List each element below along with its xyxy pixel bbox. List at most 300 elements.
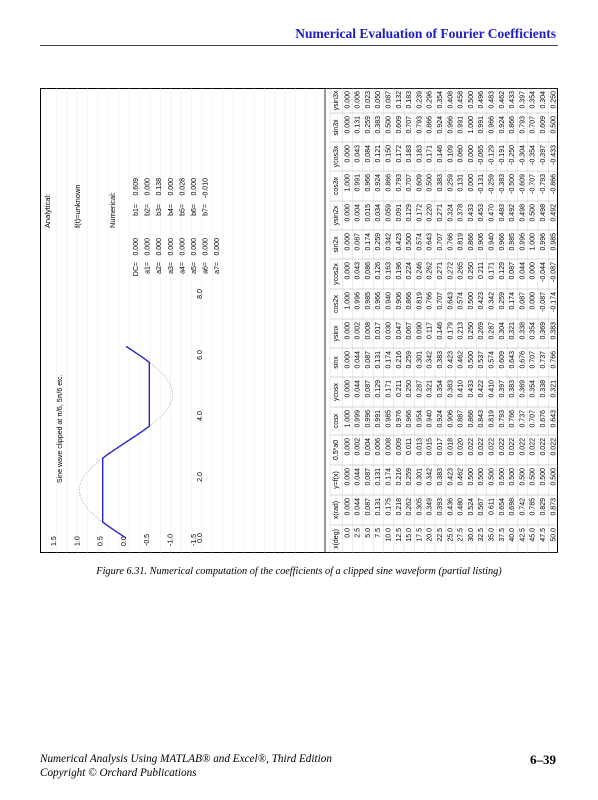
plot-x-tick: 8.0 <box>197 289 204 299</box>
table-cell: -0.044 <box>540 262 547 282</box>
table-cell: 0.087 <box>354 233 362 251</box>
footer-credits <box>40 752 332 780</box>
table-cell: 0.174 <box>385 351 393 369</box>
table-cell: 45.0 <box>529 528 537 542</box>
table-cell: 0.338 <box>519 322 527 340</box>
table-cell: 40.0 <box>509 528 517 542</box>
table-cell: 0.022 <box>540 438 547 456</box>
table-cell: 0.462 <box>457 468 465 486</box>
column-header: cos3x <box>333 176 340 196</box>
table-cell: 0.966 <box>488 116 496 134</box>
table-cell: 0.109 <box>447 145 455 163</box>
table-cell: 0.129 <box>498 262 506 280</box>
table-cell: 0.500 <box>529 468 537 486</box>
table-cell: 0.996 <box>364 410 372 428</box>
coef-value: 0.609 <box>133 178 140 196</box>
table-cell: 0.698 <box>509 498 517 516</box>
table-cell: 0.022 <box>509 438 517 456</box>
table-cell: 0.018 <box>447 438 455 456</box>
table-cell: 0.131 <box>457 174 465 192</box>
coef-label: b3= <box>156 204 164 216</box>
table-cell: 0.500 <box>488 468 496 486</box>
rotated-spreadsheet <box>40 88 558 553</box>
table-cell: 0.574 <box>457 292 465 310</box>
table-cell: 0.500 <box>550 468 558 486</box>
table-cell: -0.174 <box>550 292 558 312</box>
column-header: sin2x <box>333 236 340 253</box>
table-cell: 0.067 <box>406 322 414 340</box>
table-cell: 0.000 <box>344 116 352 134</box>
table-cell: 0.126 <box>375 262 383 280</box>
table-cell: 0.819 <box>416 292 424 310</box>
analytical-f-label: f(t)=unknown <box>73 184 82 228</box>
table-cell: 0.676 <box>519 351 527 369</box>
table-cell: 0.383 <box>447 380 455 398</box>
table-cell: 0.354 <box>437 380 444 398</box>
table-cell: 0.991 <box>375 410 383 428</box>
coef-value: 0.000 <box>156 238 164 256</box>
table-cell: 0.408 <box>447 91 455 109</box>
coef-value: 0.000 <box>167 178 175 196</box>
table-cell: 0.265 <box>457 262 465 280</box>
table-cell: 0.954 <box>416 410 424 428</box>
table-cell: 0.034 <box>375 204 383 222</box>
table-cell: 50.0 <box>550 528 558 542</box>
plot-y-tick: 1.0 <box>74 536 82 546</box>
table-cell: 0.574 <box>488 351 496 369</box>
table-cell: 0.906 <box>447 410 455 428</box>
table-cell: 0.131 <box>354 116 362 134</box>
table-cell: 25.0 <box>447 528 455 542</box>
column-header: cos2x <box>333 294 340 314</box>
table-cell: 1.000 <box>467 116 475 134</box>
table-cell: 0.002 <box>354 438 362 456</box>
table-cell: 0.321 <box>509 322 517 340</box>
table-cell: 0.976 <box>395 410 403 428</box>
table-cell: 0.183 <box>406 145 414 163</box>
coef-label: a5= <box>191 262 198 274</box>
coef-value: 0.000 <box>191 178 198 196</box>
table-cell: 0.985 <box>364 292 372 310</box>
table-cell: -0.259 <box>488 174 496 194</box>
table-cell: 0.643 <box>509 351 517 369</box>
coef-value: 0.000 <box>202 238 210 256</box>
coef-label: DC= <box>133 262 140 277</box>
coef-label: a7= <box>214 262 222 274</box>
table-cell: 0.171 <box>385 380 393 398</box>
table-cell: 0.887 <box>457 410 465 428</box>
table-cell: 0.271 <box>437 204 444 222</box>
table-cell: 0.000 <box>344 262 352 280</box>
table-cell: 0.423 <box>447 468 455 486</box>
column-header: ysin3x <box>333 90 340 111</box>
table-cell: 27.5 <box>457 528 465 542</box>
table-cell: 0.017 <box>375 322 383 340</box>
table-cell: 0.004 <box>364 438 372 456</box>
table-cell: 0.044 <box>354 351 362 369</box>
table-cell: 0.131 <box>375 498 383 516</box>
table-cell: 0.000 <box>344 204 352 222</box>
table-cell: 0.000 <box>344 380 352 398</box>
table-cell: 0.301 <box>416 351 424 369</box>
table-cell: 0.793 <box>519 116 527 134</box>
table-cell: 0.006 <box>375 438 383 456</box>
table-cell: 0.829 <box>540 498 547 516</box>
table-cell: 0.609 <box>498 351 506 369</box>
table-cell: 0.174 <box>509 292 517 310</box>
table-cell: 47.5 <box>540 528 547 542</box>
table-cell: 0.397 <box>498 380 506 398</box>
table-cell: 0.172 <box>416 204 424 222</box>
table-cell: 0.676 <box>540 410 547 428</box>
table-cell: -0.500 <box>509 174 517 194</box>
table-cell: 0.342 <box>426 468 434 486</box>
table-cell: 0.304 <box>498 322 506 340</box>
table-cell: -0.129 <box>488 145 496 165</box>
table-cell: -0.383 <box>498 174 506 194</box>
table-cell: 0.000 <box>344 438 352 456</box>
coef-label: a1= <box>144 262 152 274</box>
table-cell: 0.500 <box>529 204 537 222</box>
table-cell: 0.342 <box>385 233 393 251</box>
table-cell: -0.866 <box>550 174 558 194</box>
table-cell: 0.183 <box>406 91 414 109</box>
table-cell: 0.378 <box>457 204 465 222</box>
table-cell: 0.383 <box>375 116 383 134</box>
table-cell: 0.000 <box>344 145 352 163</box>
table-cell: 0.196 <box>395 262 403 280</box>
coef-label: a4= <box>179 262 187 274</box>
table-cell: 0.250 <box>467 262 475 280</box>
table-cell: 0.259 <box>447 174 455 192</box>
table-cell: 0.737 <box>540 351 547 369</box>
table-cell: 0.338 <box>540 380 547 398</box>
column-header: x(deg) <box>333 529 340 549</box>
table-cell: 1.000 <box>344 410 352 428</box>
table-cell: 0.084 <box>364 145 372 163</box>
table-cell: 0.643 <box>447 292 455 310</box>
table-cell: 0.436 <box>447 498 455 516</box>
table-cell: 0.433 <box>467 380 475 398</box>
table-cell: 0.211 <box>395 380 403 397</box>
table-cell: -0.707 <box>529 174 537 194</box>
column-header: ysinx <box>333 325 340 342</box>
table-cell: 42.5 <box>519 528 527 542</box>
table-cell: 0.707 <box>437 233 444 251</box>
plot-clipped-wave <box>103 346 150 538</box>
table-cell: 0.000 <box>344 91 352 109</box>
table-cell: -0.304 <box>519 145 527 165</box>
table-cell: 0.500 <box>467 91 475 109</box>
table-cell: 0.262 <box>426 262 434 280</box>
coef-value: 0.000 <box>144 238 152 256</box>
table-cell: -0.793 <box>540 174 547 194</box>
table-cell: 0.966 <box>375 292 383 310</box>
table-cell: 0.742 <box>519 498 527 516</box>
table-cell: 0.131 <box>375 468 383 486</box>
table-cell: 0.163 <box>385 262 393 280</box>
table-cell: 0.121 <box>375 145 383 163</box>
table-cell: 0.259 <box>375 233 383 251</box>
table-cell: 0.087 <box>364 380 372 398</box>
table-cell: 0.043 <box>354 145 362 163</box>
footer-copyright: Copyright © Orchard Publications <box>40 767 197 779</box>
table-cell: 0.410 <box>457 380 465 398</box>
table-cell: 0.766 <box>509 410 517 428</box>
table-cell: 0.492 <box>550 204 558 222</box>
table-cell: 0.498 <box>519 204 527 222</box>
table-cell: 0.991 <box>457 116 465 134</box>
table-cell: 0.793 <box>416 116 424 134</box>
plot-y-tick: 0.0 <box>120 536 128 546</box>
table-cell: 0.349 <box>426 498 434 516</box>
table-cell: 0.924 <box>437 116 444 134</box>
table-cell: 0.866 <box>467 233 475 251</box>
table-cell: 0.087 <box>364 468 372 486</box>
table-cell: 0.174 <box>364 233 372 251</box>
table-cell: 0.342 <box>488 292 496 310</box>
table-cell: 0.0 <box>344 528 352 538</box>
table-cell: 2.5 <box>354 528 362 538</box>
table-cell: 0.259 <box>406 351 414 369</box>
table-cell: 32.5 <box>478 528 486 542</box>
table-cell: 0.305 <box>416 498 424 516</box>
table-cell: 0.383 <box>509 380 517 398</box>
table-cell: 0.383 <box>550 322 558 340</box>
table-cell: 0.500 <box>406 233 414 251</box>
table-cell: 0.250 <box>467 322 475 340</box>
table-cell: 0.383 <box>437 351 444 369</box>
page-header-title: Numerical Evaluation of Fourier Coefficients <box>295 26 556 41</box>
table-cell: 0.000 <box>467 145 475 163</box>
coef-label: b1= <box>133 204 140 216</box>
table-cell: 0.500 <box>478 468 486 486</box>
table-cell: 0.500 <box>426 174 434 192</box>
column-header: ycosx <box>333 383 340 401</box>
table-cell: 0.129 <box>406 204 414 222</box>
table-cell: 0.213 <box>457 322 465 340</box>
table-cell: 0.498 <box>540 204 547 222</box>
table-cell: 0.044 <box>354 380 362 398</box>
table-cell: 7.5 <box>375 528 383 538</box>
table-cell: 0.766 <box>426 292 434 310</box>
table-cell: 0.766 <box>550 351 558 369</box>
table-cell: 0.000 <box>344 322 352 340</box>
table-cell: 0.287 <box>488 322 496 340</box>
table-cell: 0.383 <box>437 468 444 486</box>
table-cell: 0.500 <box>550 116 558 134</box>
table-cell: 0.707 <box>406 116 414 134</box>
coef-label: a6= <box>202 262 210 274</box>
table-cell: 0.287 <box>416 380 424 398</box>
table-cell: 0.354 <box>529 91 537 109</box>
table-cell: 0.574 <box>416 233 424 251</box>
table-cell: 0.150 <box>385 145 393 163</box>
table-cell: 1.000 <box>344 174 352 192</box>
table-cell: 0.369 <box>519 380 527 398</box>
table-cell: 0.707 <box>406 174 414 192</box>
table-cell: 0.393 <box>437 498 444 516</box>
table-cell: 0.262 <box>406 498 414 516</box>
table-cell: 0.022 <box>519 438 527 456</box>
plot-x-tick: 0.0 <box>197 533 204 543</box>
table-cell: 0.171 <box>426 145 434 163</box>
table-cell: -0.354 <box>529 145 537 165</box>
table-cell: 0.866 <box>406 292 414 310</box>
table-cell: 0.906 <box>478 233 486 251</box>
table-cell: 0.354 <box>437 91 444 109</box>
table-cell: 0.492 <box>509 204 517 222</box>
table-cell: 0.537 <box>478 351 486 369</box>
table-cell: 0.004 <box>354 204 362 222</box>
table-cell: 0.966 <box>364 174 372 192</box>
coef-label: b5= <box>179 204 187 216</box>
table-cell: 0.017 <box>437 438 444 456</box>
table-cell: 0.030 <box>385 322 393 340</box>
table-cell: 0.000 <box>344 351 352 369</box>
table-cell: 0.022 <box>498 438 506 456</box>
table-cell: 0.609 <box>395 116 403 134</box>
table-cell: 0.500 <box>467 292 475 310</box>
table-cell: 0.643 <box>550 410 558 428</box>
table-cell: 0.043 <box>354 262 362 280</box>
table-cell: 0.301 <box>416 468 424 486</box>
column-header: ycos2x <box>333 263 340 285</box>
table-cell: 37.5 <box>498 528 506 542</box>
plot-y-tick: -1.0 <box>167 533 175 546</box>
column-header: y=f(x) <box>333 471 340 489</box>
table-cell: 0.996 <box>519 233 527 251</box>
table-cell: 0.023 <box>364 91 372 109</box>
table-cell: 10.0 <box>385 528 393 542</box>
table-cell: 0.059 <box>385 204 393 222</box>
table-cell: 0.087 <box>509 262 517 280</box>
table-cell: 0.047 <box>395 322 403 340</box>
table-cell: 0.866 <box>509 116 517 134</box>
table-cell: 22.5 <box>437 528 444 542</box>
table-cell: 0.216 <box>395 468 403 486</box>
table-cell: 0.131 <box>375 351 383 369</box>
table-cell: 0.966 <box>406 410 414 428</box>
coef-label: a2= <box>156 262 164 274</box>
table-cell: 0.304 <box>540 91 547 109</box>
table-cell: 0.087 <box>385 91 393 109</box>
table-cell: 0.458 <box>457 91 465 109</box>
table-cell: 5.0 <box>364 528 372 538</box>
table-cell: 0.011 <box>406 438 414 455</box>
table-cell: 0.470 <box>488 204 496 222</box>
column-header: x(rad) <box>333 500 340 520</box>
table-cell: 0.211 <box>478 262 486 279</box>
table-cell: 0.500 <box>509 468 517 486</box>
table-cell: 0.940 <box>426 410 434 428</box>
table-cell: 0.087 <box>364 498 372 516</box>
table-cell: 0.224 <box>406 262 414 280</box>
table-cell: 0.022 <box>478 438 486 456</box>
table-cell: 0.296 <box>426 91 434 109</box>
table-cell: 0.940 <box>488 233 496 251</box>
table-cell: 0.000 <box>344 468 352 486</box>
table-cell: 0.423 <box>395 233 403 251</box>
coef-label: b2= <box>144 204 152 216</box>
table-cell: 0.991 <box>478 116 486 134</box>
table-cell: 0.423 <box>447 351 455 369</box>
table-cell: 0.500 <box>467 351 475 369</box>
table-cell: 0.354 <box>529 322 537 340</box>
header-rule <box>40 45 558 46</box>
table-cell: 0.924 <box>375 174 383 192</box>
coef-label: b7= <box>202 204 210 216</box>
table-cell: 0.183 <box>416 145 424 163</box>
plot-x-tick: 6.0 <box>197 350 204 360</box>
table-cell: 0.354 <box>529 380 537 398</box>
table-cell: 0.259 <box>406 468 414 486</box>
table-cell: 0.654 <box>498 498 506 516</box>
table-cell: 0.924 <box>437 410 444 428</box>
coef-value: 0.138 <box>156 178 164 196</box>
table-cell: 0.009 <box>395 438 403 456</box>
plot-title: Sine wave clipped at π/6, 5π/6 etc. <box>57 374 64 483</box>
table-cell: 0.050 <box>375 91 383 109</box>
column-header: cosx <box>333 413 340 429</box>
numerical-heading: Numerical: <box>108 192 117 228</box>
table-cell: 0.991 <box>354 174 362 192</box>
table-cell: 0.500 <box>385 116 393 134</box>
table-cell: 0.985 <box>550 233 558 251</box>
table-cell: 0.985 <box>509 233 517 251</box>
coef-value: 0.000 <box>133 238 140 256</box>
table-cell: 0.218 <box>395 498 403 516</box>
coef-value: 0.000 <box>179 238 187 256</box>
table-cell: 0.321 <box>426 380 434 398</box>
table-cell: 0.091 <box>395 204 403 222</box>
table-cell: 0.015 <box>364 204 372 222</box>
table-cell: 0.866 <box>385 174 393 192</box>
table-cell: 0.496 <box>478 91 486 109</box>
table-cell: 0.985 <box>385 410 393 428</box>
table-cell: 0.462 <box>457 351 465 369</box>
table-cell: 0.000 <box>467 174 475 192</box>
table-cell: 0.008 <box>364 322 372 340</box>
coef-value: 0.000 <box>167 238 175 256</box>
table-cell: 0.022 <box>550 438 558 456</box>
table-cell: 0.250 <box>406 380 414 398</box>
table-cell: 0.996 <box>540 233 547 251</box>
table-cell: 0.793 <box>498 410 506 428</box>
coef-label: a3= <box>167 262 175 274</box>
table-cell: 0.611 <box>488 498 496 515</box>
table-cell: -0.250 <box>509 145 517 165</box>
table-cell: 0.013 <box>416 438 424 456</box>
table-cell: 0.044 <box>519 262 527 280</box>
table-cell: 0.000 <box>529 262 537 280</box>
footer-book-title: Numerical Analysis Using MATLAB® and Excel®, Third Edition <box>40 753 332 765</box>
table-cell: 0.866 <box>467 410 475 428</box>
table-cell: 35.0 <box>488 528 496 542</box>
table-cell: 0.022 <box>467 438 475 456</box>
plot-y-tick: 0.5 <box>97 536 105 546</box>
table-cell: 0.022 <box>529 438 537 456</box>
table-cell: 0.643 <box>426 233 434 251</box>
table-cell: 0.146 <box>437 145 444 163</box>
table-cell: -0.087 <box>550 262 558 282</box>
table-cell: 0.707 <box>529 410 537 428</box>
table-cell: 0.324 <box>447 204 455 222</box>
table-cell: 0.707 <box>529 351 537 369</box>
coef-value: 0.000 <box>144 178 152 196</box>
table-cell: 0.146 <box>437 322 444 340</box>
table-cell: 0.785 <box>529 498 537 516</box>
